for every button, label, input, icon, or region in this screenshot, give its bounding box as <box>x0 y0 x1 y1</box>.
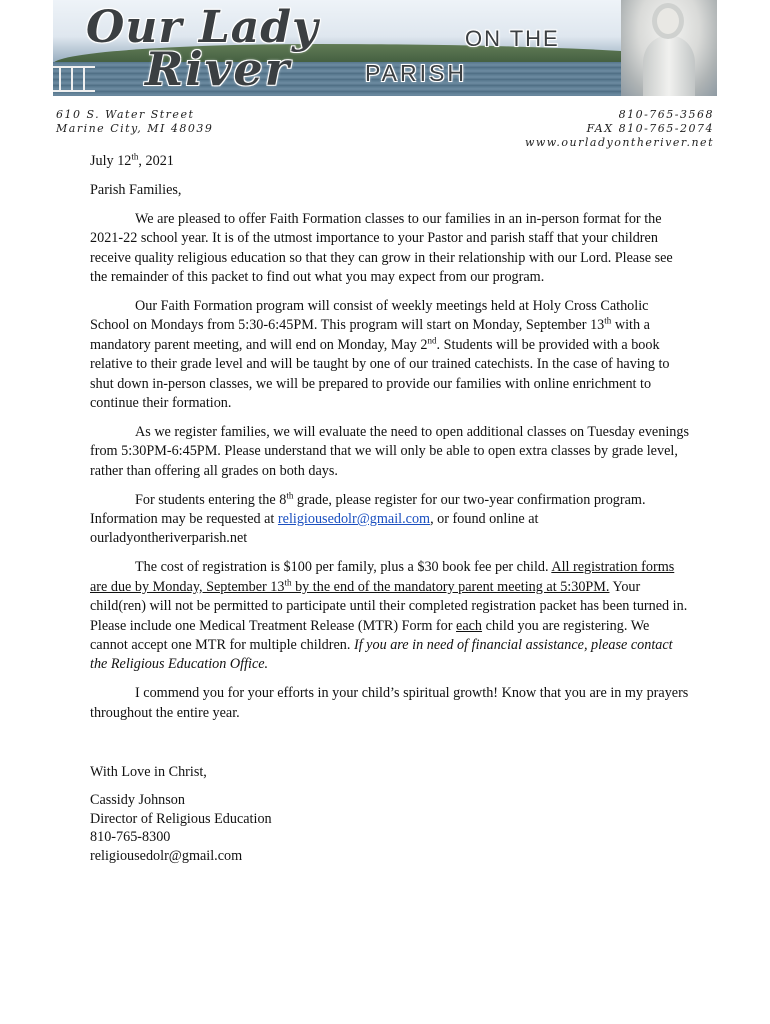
registration-deadline: All registration forms are due by Monday, September 13th by the end of the mandatory parent meeting at 5:30PM. <box>90 559 675 595</box>
paragraph-confirmation: For students entering the 8th grade, please register for our two-year confirmation program. Information may be requested at religiousedolr@gmail.com, or found online at ourladyontheriverparish.net <box>90 489 646 547</box>
letter-salutation: Parish Families, <box>90 181 182 198</box>
parish-banner <box>53 0 717 96</box>
parish-website[interactable]: www.ourladyontheriver.net <box>524 136 714 149</box>
paragraph-program: Our Faith Formation program will consist of weekly meetings held at Holy Cross Catholic School on Mondays from 5:30-6:45PM. This program will start on Monday, September 13th with a mandatory parent meeting, and will end on Monday, May 2nd. Students will be provided with a book relative to their grade level and will be taught by one of our trained catechists. In the case of having to shut down in-person classes, we will be prepared to provide our families with online enrichment to continue their formation. <box>90 297 670 411</box>
signature-block <box>90 791 690 865</box>
mary-statue-image <box>621 0 717 96</box>
signature-phone: 810-765-8300 <box>90 829 171 846</box>
paragraph-closing: I commend you for your efforts in your child’s spiritual growth! Know that you are in my prayers throughout the entire year. <box>90 685 689 721</box>
banner-railing <box>53 66 95 92</box>
parish-contact <box>525 108 714 150</box>
banner-title-our-lady: Our Lady <box>86 2 319 53</box>
letter-body <box>90 152 690 865</box>
letter-date: July 12th, 2021 <box>90 151 174 169</box>
paragraph-intro: We are pleased to offer Faith Formation classes to our families in an in-person format for the 2021-22 school year. It is of the utmost importance to your Pastor and parish staff that your children receive quality religious education so that they can grow in their relationship with our Lord. Please see the remainder of this packet to find out what you may expect from our program. <box>90 210 673 286</box>
banner-title-on-the: ON THE <box>465 26 560 51</box>
paragraph-additional-classes: As we register families, we will evaluate the need to open additional classes on Tuesday evenings from 5:30PM-6:45PM. Please understand that we will only be able to open extra classes by grade level, rather than offering all grades on both days. <box>90 423 689 479</box>
paragraph-registration-cost: The cost of registration is $100 per family, plus a $30 book fee per child. All registration forms are due by Monday, September 13th by the end of the mandatory parent meeting at 5:30PM. Your child(ren) will not be permitted to participate until their completed registration packet has been turned in. Please include one Medical Treatment Release (MTR) Form for each child you are registering. We cannot accept one MTR for multiple children. If you are in need of financial assistance, please contact the Religious Education Office. <box>90 559 688 673</box>
signature-title: Director of Religious Education <box>90 810 272 827</box>
address-city: Marine City, MI 48039 <box>56 122 214 135</box>
email-link[interactable]: religiousedolr@gmail.com <box>277 511 431 527</box>
parish-phone: 810-765-3568 <box>618 108 714 121</box>
banner-title-river: River <box>145 42 291 96</box>
address-street: 610 S. Water Street <box>56 108 195 121</box>
financial-assistance-note: If you are in need of financial assistance, please contact the Religious Education Office. <box>90 636 673 673</box>
parish-fax: FAX 810-765-2074 <box>586 122 714 135</box>
banner-title-parish: PARISH <box>365 60 467 86</box>
signature-email: religiousedolr@gmail.com <box>90 847 243 864</box>
signature-name: Cassidy Johnson <box>90 792 185 809</box>
letter-closing: With Love in Christ, <box>90 763 207 780</box>
parish-address <box>56 108 213 136</box>
